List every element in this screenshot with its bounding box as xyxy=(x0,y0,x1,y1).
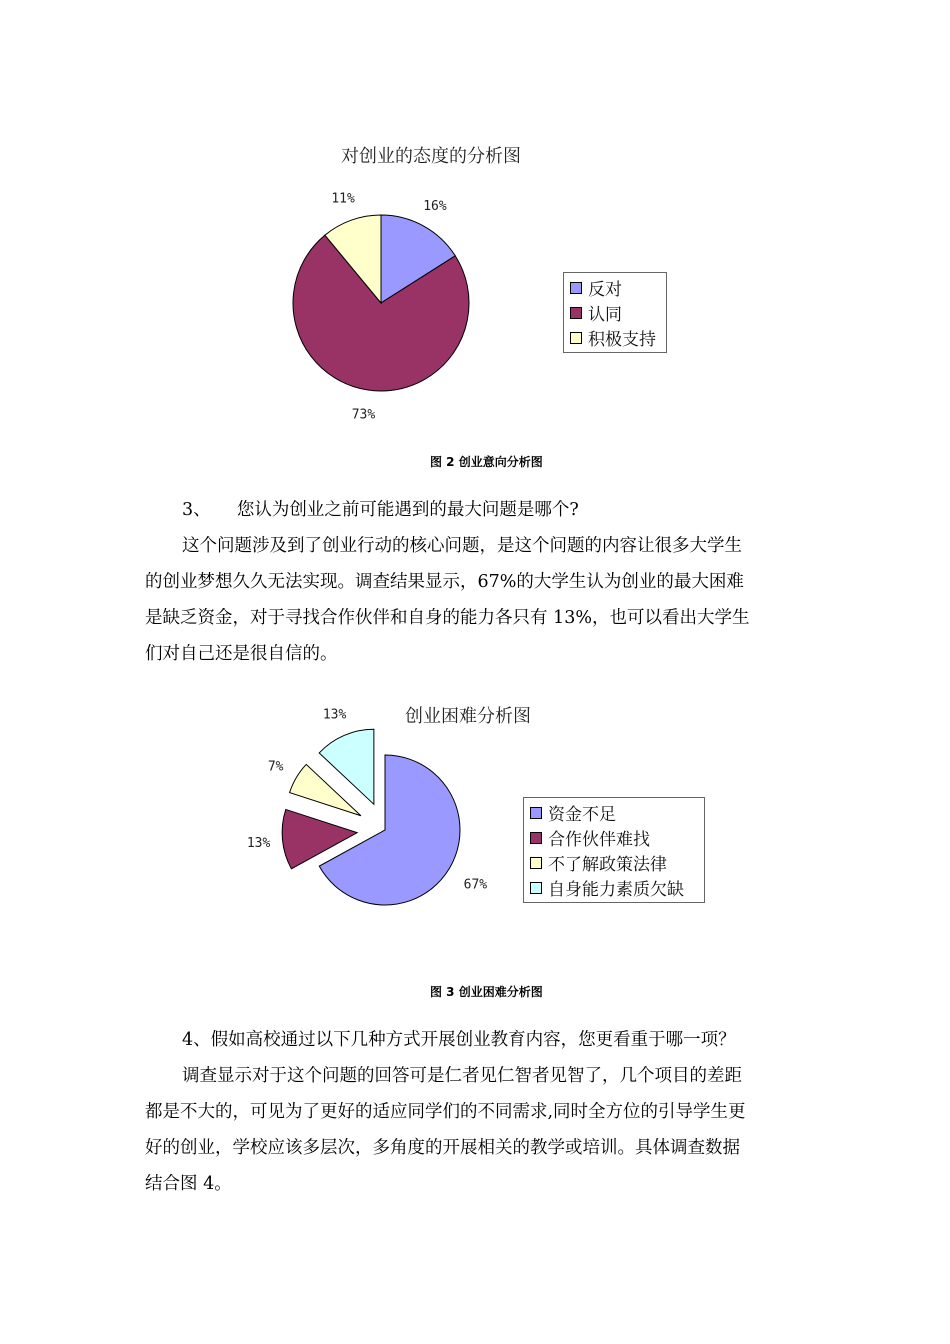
paragraph-line: 好的创业，学校应该多层次，多角度的开展相关的教学或培训。具体调查数据 xyxy=(145,1138,740,1158)
legend-item-agree xyxy=(570,300,660,325)
chart1-pie xyxy=(280,191,480,425)
legend-label: 认同 xyxy=(588,305,622,325)
pie-data-label: 16% xyxy=(423,198,447,214)
paragraph-line: 都是不大的，可见为了更好的适应同学们的不同需求,同时全方位的引导学生更 xyxy=(145,1102,746,1122)
legend-swatch xyxy=(530,832,542,844)
legend-item-policy xyxy=(530,850,698,875)
legend-item-ability xyxy=(530,875,698,900)
question-4: 4、假如高校通过以下几种方式开展创业教育内容，您更看重于哪一项？ xyxy=(182,1030,736,1050)
figure-caption-3: 图 3 创业困难分析图 xyxy=(430,985,543,999)
legend-label: 积极支持 xyxy=(588,330,656,350)
paragraph-line: 这个问题涉及到了创业行动的核心问题，是这个问题的内容让很多大学生 xyxy=(182,536,742,556)
legend-label: 反对 xyxy=(588,280,622,300)
legend-swatch xyxy=(530,807,542,819)
paragraph-line: 是缺乏资金，对于寻找合作伙伴和自身的能力各只有 13%，也可以看出大学生 xyxy=(145,608,750,628)
legend-label: 合作伙伴难找 xyxy=(548,830,650,850)
chart2-legend xyxy=(523,797,705,903)
paragraph-line: 调查显示对于这个问题的回答可是仁者见仁智者见智了，几个项目的差距 xyxy=(182,1066,742,1086)
legend-label: 自身能力素质欠缺 xyxy=(548,880,684,900)
legend-swatch xyxy=(570,307,582,319)
pie-data-label: 73% xyxy=(351,407,376,423)
legend-item-support xyxy=(570,325,660,350)
legend-item-partner xyxy=(530,825,698,850)
paragraph-line: 们对自己还是很自信的。 xyxy=(145,644,338,664)
legend-swatch xyxy=(570,332,582,344)
chart1-title: 对创业的态度的分析图 xyxy=(341,146,521,167)
pie-data-label: 67% xyxy=(463,877,488,893)
legend-swatch xyxy=(530,857,542,869)
paragraph-line: 的创业梦想久久无法实现。调查结果显示，67%的大学生认为创业的最大困难 xyxy=(145,572,744,592)
pie-data-label: 7% xyxy=(267,759,284,775)
pie-data-label: 13% xyxy=(322,707,347,723)
chart2-title: 创业困难分析图 xyxy=(405,706,531,727)
legend-swatch xyxy=(530,882,542,894)
chart1-legend xyxy=(563,272,667,353)
question-3: 3、 您认为创业之前可能遇到的最大问题是哪个? xyxy=(182,500,579,520)
figure-caption-2: 图 2 创业意向分析图 xyxy=(430,455,543,469)
paragraph-line: 结合图 4。 xyxy=(145,1174,232,1194)
legend-label: 资金不足 xyxy=(548,805,616,825)
legend-item-oppose xyxy=(570,275,660,300)
legend-item-funds xyxy=(530,800,698,825)
legend-label: 不了解政策法律 xyxy=(548,855,667,875)
pie-data-label: 13% xyxy=(246,835,271,851)
legend-swatch xyxy=(570,282,582,294)
pie-data-label: 11% xyxy=(331,191,355,207)
